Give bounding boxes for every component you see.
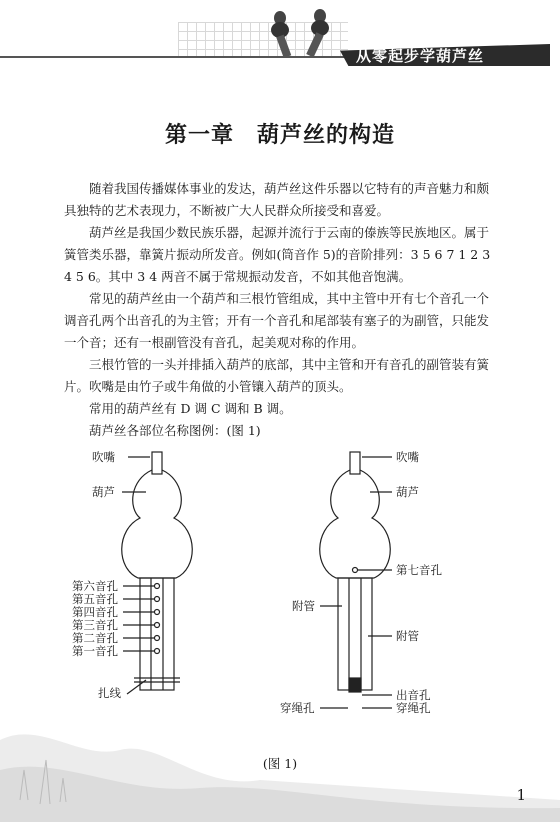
label-hole-6: 第六音孔 (72, 579, 118, 593)
label-binding: 扎线 (98, 686, 121, 700)
label-mouthpiece-right: 吹嘴 (396, 450, 419, 464)
paragraph: 随着我国传播媒体事业的发达，葫芦丝这件乐器以它特有的声音魅力和颇具独特的艺术表现力，不断被广大人民群众所接受和喜爱。 (64, 181, 490, 218)
hulusi-illustration-icon (258, 4, 348, 64)
page-number: 1 (516, 786, 526, 804)
left-pipes-shape (140, 578, 174, 690)
label-gourd-left: 葫芦 (92, 485, 115, 499)
label-hole-1: 第一音孔 (72, 644, 118, 658)
paragraph: 葫芦丝是我国少数民族乐器，起源并流行于云南的傣族等民族地区。属于簧管类乐器，靠簧片振动所发音。例如(筒音作 5)的音阶排列：3 5 6 7 1 2 3 4 5 6。其中 3 4 两音不属于常规振动发音，不如其他音饱满。 (64, 225, 491, 284)
paragraph: 常用的葫芦丝有 D 调 C 调和 B 调。 (89, 401, 292, 416)
left-mouthpiece-shape (152, 452, 162, 474)
hulusi-diagram (0, 440, 560, 740)
label-side-pipe-left: 附管 (292, 599, 315, 613)
label-rope-hole-left: 穿绳孔 (280, 701, 315, 715)
figure-caption: (图 1) (262, 756, 298, 771)
right-pipes-shape (338, 578, 372, 690)
label-hole-3: 第三音孔 (72, 618, 118, 632)
body-text (64, 178, 500, 442)
label-mouthpiece-left: 吹嘴 (92, 450, 115, 464)
chapter-title: 第一章 葫芦丝的构造 (164, 123, 395, 148)
label-hole-5: 第五音孔 (72, 592, 118, 606)
paragraph: 三根竹管的一头并排插入葫芦的底部，其中主管和开有音孔的副管装有簧片。吹嘴是由竹子或牛角做的小管镶入葫芦的顶头。 (64, 357, 490, 394)
label-hole-4: 第四音孔 (72, 605, 118, 619)
label-outlet-hole: 出音孔 (396, 688, 431, 702)
paragraph: 葫芦丝各部位名称图例：(图 1) (89, 423, 261, 438)
header-rule (0, 56, 380, 58)
label-gourd-right: 葫芦 (396, 485, 419, 499)
right-gourd-shape (320, 470, 391, 578)
right-mouthpiece-shape (350, 452, 360, 474)
label-rope-hole-right: 穿绳孔 (396, 701, 431, 715)
paragraph: 常见的葫芦丝由一个葫芦和三根竹管组成，其中主管中开有七个音孔一个调音孔两个出音孔的为主管；开有一个音孔和尾部装有塞子的为副管，只能发一个音；还有一根副管没有音孔，起美观对称的作用。 (64, 291, 490, 350)
left-gourd-shape (122, 470, 193, 578)
label-hole-7: 第七音孔 (396, 563, 442, 577)
label-side-pipe-right: 附管 (396, 629, 419, 643)
series-title: 从零起步学葫芦丝 (356, 47, 485, 65)
label-hole-2: 第二音孔 (72, 631, 118, 645)
page-header (0, 0, 560, 70)
